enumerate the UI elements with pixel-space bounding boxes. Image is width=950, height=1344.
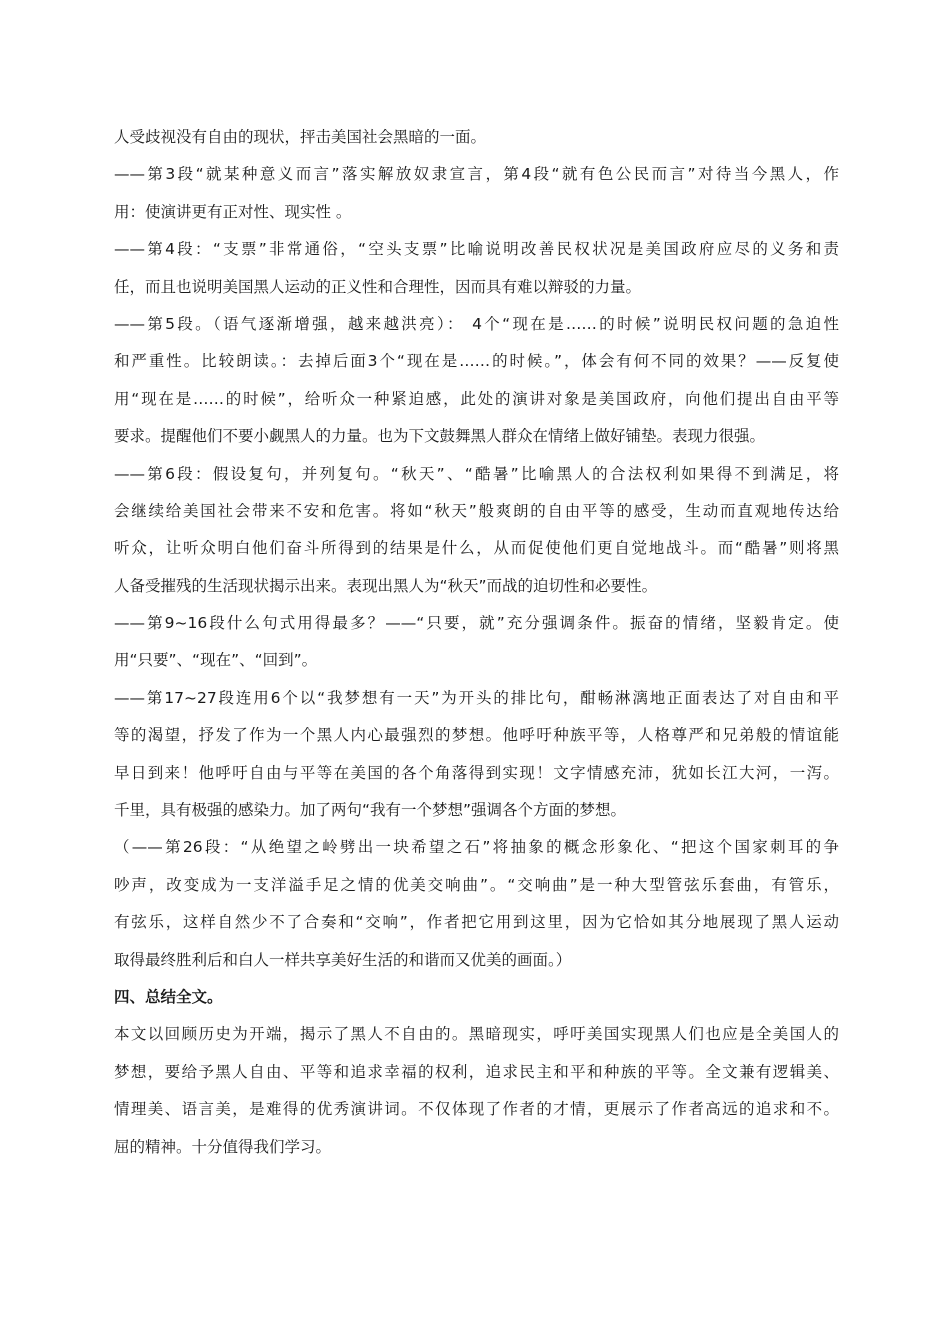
text-line: 人受歧视没有自由的现状，抨击美国社会黑暗的一面。: [114, 128, 487, 146]
document-page: [114, 119, 839, 1166]
text-line: 情理美、语言美，是难得的优秀演讲词。不仅体现了作者的才情，更展示了作者高远的追求和不。: [114, 1100, 839, 1119]
section-heading: 四、总结全文。: [114, 987, 223, 1006]
text-line: 等的渴望，抒发了作为一个黑人内心最强烈的梦想。他呼吁种族平等，人格尊严和兄弟般的情谊能: [114, 726, 839, 745]
text-line: 本文以回顾历史为开端，揭示了黑人不自由的。黑暗现实，呼吁美国实现黑人们也应是全美国人的: [114, 1025, 839, 1044]
text-line: 听众，让听众明白他们奋斗所得到的结果是什么，从而促使他们更自觉地战斗。而“酷暑”则将黑: [114, 539, 839, 558]
text-line: ——第17~27段连用6个以“我梦想有一天”为开头的排比句，酣畅淋漓地正面表达了对自由和平: [114, 688, 839, 707]
text-line: 会继续给美国社会带来不安和危害。将如“秋天”般爽朗的自由平等的感受，生动而直观地传达给: [114, 501, 839, 520]
text-line: 有弦乐，这样自然少不了合奏和“交响”，作者把它用到这里，因为它恰如其分地展现了黑人运动: [114, 913, 839, 932]
text-line: 取得最终胜利后和白人一样共享美好生活的和谐而又优美的画面。）: [114, 950, 572, 969]
text-line: 任，而且也说明美国黑人运动的正义性和合理性，因而具有难以辩驳的力量。: [114, 277, 642, 296]
text-line: ——第5段。（语气逐渐增强，越来越洪亮）： 4个“现在是……的时候”说明民权问题的急迫性: [114, 314, 839, 333]
text-line: 要求。提醒他们不要小觑黑人的力量。也为下文鼓舞黑人群众在情绪上做好铺垫。表现力很强。: [114, 427, 766, 446]
text-line: 用“现在是……的时候”，给听众一种紧迫感，此处的演讲对象是美国政府，向他们提出自由平等: [114, 389, 839, 408]
text-line: ——第4段：“支票”非常通俗，“空头支票”比喻说明改善民权状况是美国政府应尽的义务和责: [114, 240, 839, 259]
text-line: ——第6段：假设复句，并列复句。“秋天”、“酷暑”比喻黑人的合法权利如果得不到满足，将: [114, 464, 839, 483]
text-line: ——第9~16段什么句式用得最多？——“只要，就”充分强调条件。振奋的情绪，坚毅肯定。使: [114, 614, 839, 633]
text-line: 屈的精神。十分值得我们学习。: [114, 1137, 332, 1156]
text-line: 用：使演讲更有正对性、现实性 。: [114, 202, 352, 221]
text-line: （——第26段：“从绝望之岭劈出一块希望之石”将抽象的概念形象化、“把这个国家刺耳的争: [114, 838, 839, 857]
text-line: 吵声，改变成为一支洋溢手足之情的优美交响曲”。“交响曲”是一种大型管弦乐套曲，有管乐，: [114, 875, 839, 894]
text-line: 用“只要”、“现在”、“回到”。: [114, 651, 318, 670]
text-line: 人备受摧残的生活现状揭示出来。表现出黑人为“秋天”而战的迫切性和必要性。: [114, 576, 658, 595]
text-line: 千里，具有极强的感染力。加了两句“我有一个梦想”强调各个方面的梦想。: [114, 801, 627, 820]
text-line: 早日到来！他呼吁自由与平等在美国的各个角落得到实现！文字情感充沛，犹如长江大河，一泻。: [114, 763, 839, 782]
text-line: 和严重性。比较朗读。：去掉后面3个“现在是……的时候。”，体会有何不同的效果？——反复使: [114, 352, 839, 371]
text-line: 梦想，要给予黑人自由、平等和追求幸福的权利，追求民主和平和种族的平等。全文兼有逻辑美、: [114, 1062, 839, 1081]
text-line: ——第3段“就某种意义而言”落实解放奴隶宣言，第4段“就有色公民而言”对待当今黑人，作: [114, 165, 839, 184]
